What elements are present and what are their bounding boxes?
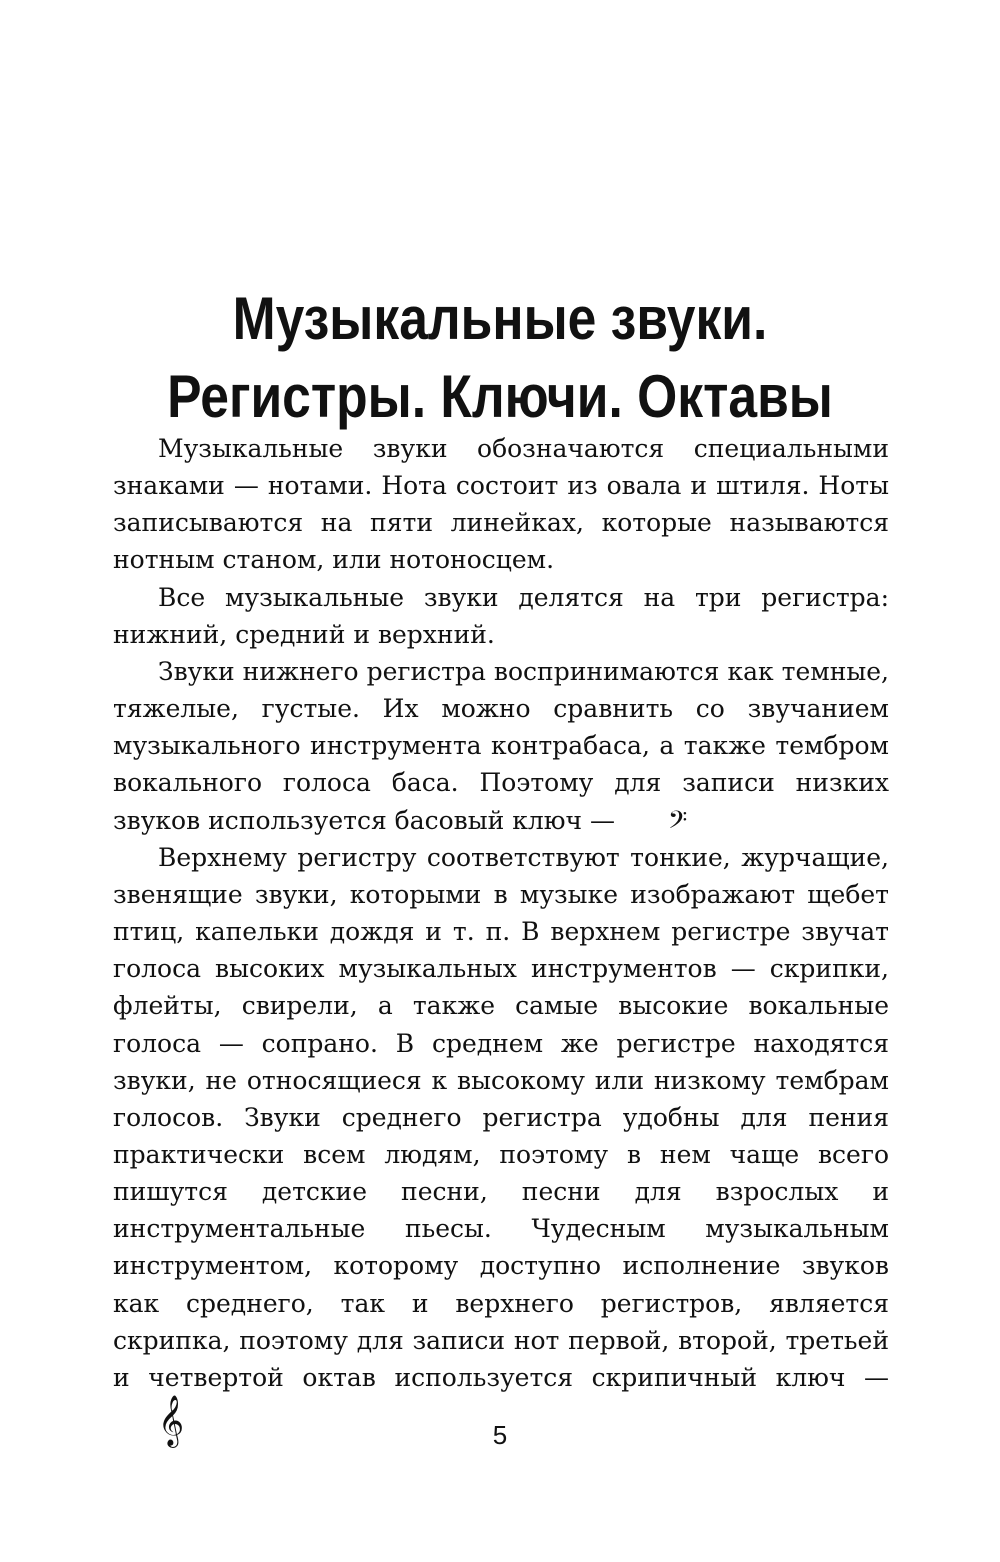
body-text — [113, 430, 889, 1447]
paragraph-high-register — [113, 839, 889, 1447]
paragraph-notes-text: Музыкальные звуки обозначаются специальными знаками — нотами. Нота состоит из овала и штиля. Ноты записываются на пяти линейках, которые называются нотным станом, или нотоносцем. — [113, 434, 889, 575]
treble-clef-icon: 𝄞 — [158, 1395, 185, 1447]
paragraph-registers — [113, 579, 889, 653]
bass-clef-icon: 𝄢 — [667, 805, 688, 841]
paragraph-registers-text: Все музыкальные звуки делятся на три регистра: нижний, средний и верхний. — [113, 582, 889, 649]
paragraph-low-register — [113, 653, 889, 839]
chapter-title — [70, 280, 930, 436]
paragraph-high-register-text: Верхнему регистру соответствуют тонкие, журчащие, звенящие звуки, которыми в музыке изображают щебет птиц, капельки дождя и т. п. В верхнем регистре звучат голоса высоких музыкальных инструментов — скрипки, флейты, свирели, а также самые высокие вокальные голоса — сопрано. В среднем же регистре находятся звуки, не относящиеся к высокому или низкому тембрам голосов. Звуки среднего регистра удобны для пения практически всем людям, поэтому в нем чаще всего пишутся детские песни, песни для взрослых и инструментальные пьесы. Чудесным музыкальным инструментом, которому доступно исполнение звуков как среднего, так и верхнего регистров, является скрипка, поэтому для записи нот первой, второй, третьей и четвертой октав используется скрипичный ключ — — [113, 842, 889, 1392]
chapter-title-line-2: Регистры. Ключи. Октавы — [167, 363, 833, 430]
page-number: 5 — [492, 1420, 508, 1450]
chapter-title-line-1: Музыкальные звуки. — [232, 285, 768, 352]
paragraph-notes — [113, 430, 889, 579]
paragraph-low-register-text: Звуки нижнего регистра воспринимаются как темные, тяжелые, густые. Их можно сравнить со звучанием музыкального инструмента контрабаса, а также тембром вокального голоса баса. Поэтому для записи низких звуков используется басовый ключ — — [113, 656, 889, 835]
